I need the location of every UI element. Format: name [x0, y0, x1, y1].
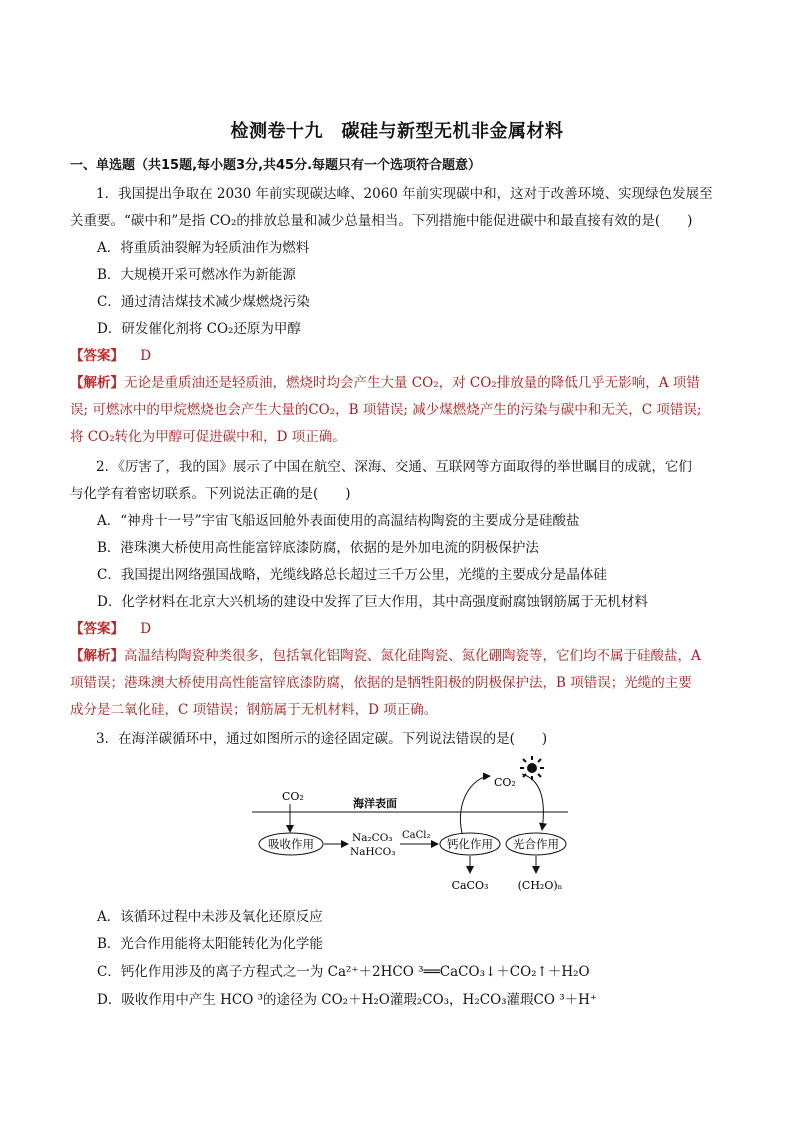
co2-top-label: CO₂	[494, 776, 516, 789]
q1-analysis-line1	[70, 374, 730, 392]
q1-option-b: B．大规模开采可燃冰作为新能源	[97, 267, 296, 283]
page-title: 检测卷十九 碳硅与新型无机非金属材料	[230, 121, 564, 142]
absorb-label: 吸收作用	[268, 837, 314, 851]
q3-option-b: B．光合作用能将太阳能转化为化学能	[97, 936, 323, 952]
analysis-tag: 【解析】	[70, 648, 124, 664]
carbon-cycle-diagram	[250, 762, 580, 897]
q1-stem-line1: 1．我国提出争取在 2030 年前实现碳达峰、2060 年前实现碳中和，这对于改善环境、实现绿色发展至	[96, 186, 713, 202]
q1-option-c: C．通过清洁煤技术减少煤燃烧污染	[97, 294, 310, 310]
q1-option-d: D．研发催化剂将 CO₂还原为甲醇	[97, 321, 301, 337]
analysis-tag: 【解析】	[70, 375, 124, 391]
section-heading: 一、单选题（共15题,每小题3分,共45分.每题只有一个选项符合题意）	[70, 158, 482, 173]
q2-analysis-line3: 成分是二氧化硅，C 项错误；钢筋属于无机材料，D 项正确。	[70, 702, 438, 718]
q2-stem-line1: 2．《厉害了，我的国》展示了中国在航空、深海、交通、互联网等方面取得的举世瞩目的成就，它们	[96, 459, 692, 475]
na2co3-label: Na₂CO₃	[352, 832, 393, 844]
sun-symbol-icon	[520, 756, 544, 780]
ch2o-label: (CH₂O)ₙ	[517, 879, 563, 892]
q1-option-a: A．将重质油裂解为轻质油作为燃料	[97, 240, 310, 256]
q2-stem-line2: 与化学有着密切联系。下列说法正确的是( )	[70, 486, 351, 502]
q1-analysis-line3: 将 CO₂转化为甲醇可促进碳中和，D 项正确。	[70, 429, 346, 445]
q1-stem-line2: 关重要。“碳中和”是指 CO₂的排放总量和减少总量相当。下列措施中能促进碳中和最直接有效的是( )	[70, 213, 693, 229]
q3-option-c: C．钙化作用涉及的离子方程式之一为 Ca²⁺＋2HCO ³══CaCO₃↓＋CO₂↑＋H₂O	[97, 964, 590, 980]
caco3-label: CaCO₃	[451, 879, 489, 892]
nahco3-label: NaHCO₃	[350, 846, 396, 858]
co2-left-label: CO₂	[282, 790, 304, 803]
q1-answer-value: D	[140, 348, 152, 364]
q2-option-d: D．化学材料在北京大兴机场的建设中发挥了巨大作用，其中高强度耐腐蚀钢筋属于无机材料	[97, 594, 648, 610]
q3-stem-line1: 3．在海洋碳循环中，通过如图所示的途径固定碳。下列说法错误的是( )	[96, 731, 548, 747]
q2-answer-value: D	[140, 621, 152, 637]
q2-analysis-line1	[70, 647, 730, 665]
q2-option-c: C．我国提出网络强国战略，光缆线路总长超过三千万公里，光缆的主要成分是晶体硅	[97, 567, 607, 583]
cacl2-label: CaCl₂	[402, 830, 431, 841]
q2-analysis-line2: 项错误；港珠澳大桥使用高性能富锌底漆防腐，依据的是牺牲阳极的阴极保护法，B 项错误；光缆的主要	[70, 675, 692, 691]
answer-tag: 【答案】	[70, 348, 124, 364]
calcify-release-arrow	[460, 776, 490, 833]
q2-answer	[70, 620, 730, 638]
q2-analysis-text1: 高温结构陶瓷种类很多，包括氧化铝陶瓷、氮化硅陶瓷、氮化硼陶瓷等，它们均不属于硅酸盐，A	[124, 648, 701, 664]
q2-option-a: A．“神舟十一号”宇宙飞船返回舱外表面使用的高温结构陶瓷的主要成分是硅酸盐	[97, 513, 580, 529]
q3-option-d: D．吸收作用中产生 HCO ³的途径为 CO₂＋H₂O灌瑕₂CO₃，H₂CO₃灌瑕CO ³＋H⁺	[97, 992, 598, 1008]
q1-analysis-text1: 无论是重质油还是轻质油，燃烧时均会产生大量 CO₂，对 CO₂排放量的降低几乎无影响，A 项错	[124, 375, 700, 391]
sea-surface-label: 海洋表面	[353, 797, 397, 810]
q2-option-b: B．港珠澳大桥使用高性能富锌底漆防腐，依据的是外加电流的阴极保护法	[97, 540, 539, 556]
photo-uptake-arrow	[522, 774, 543, 830]
q1-analysis-line2: 误; 可燃冰中的甲烷燃烧也会产生大量的CO₂，B 项错误; 减少煤燃烧产生的污染与碳中和无关，C 项错误;	[70, 402, 702, 418]
answer-tag: 【答案】	[70, 621, 124, 637]
q1-answer	[70, 347, 730, 365]
photo-label: 光合作用	[513, 837, 559, 851]
calcify-label: 钙化作用	[447, 837, 493, 851]
q3-option-a: A．该循环过程中未涉及氧化还原反应	[97, 909, 323, 925]
